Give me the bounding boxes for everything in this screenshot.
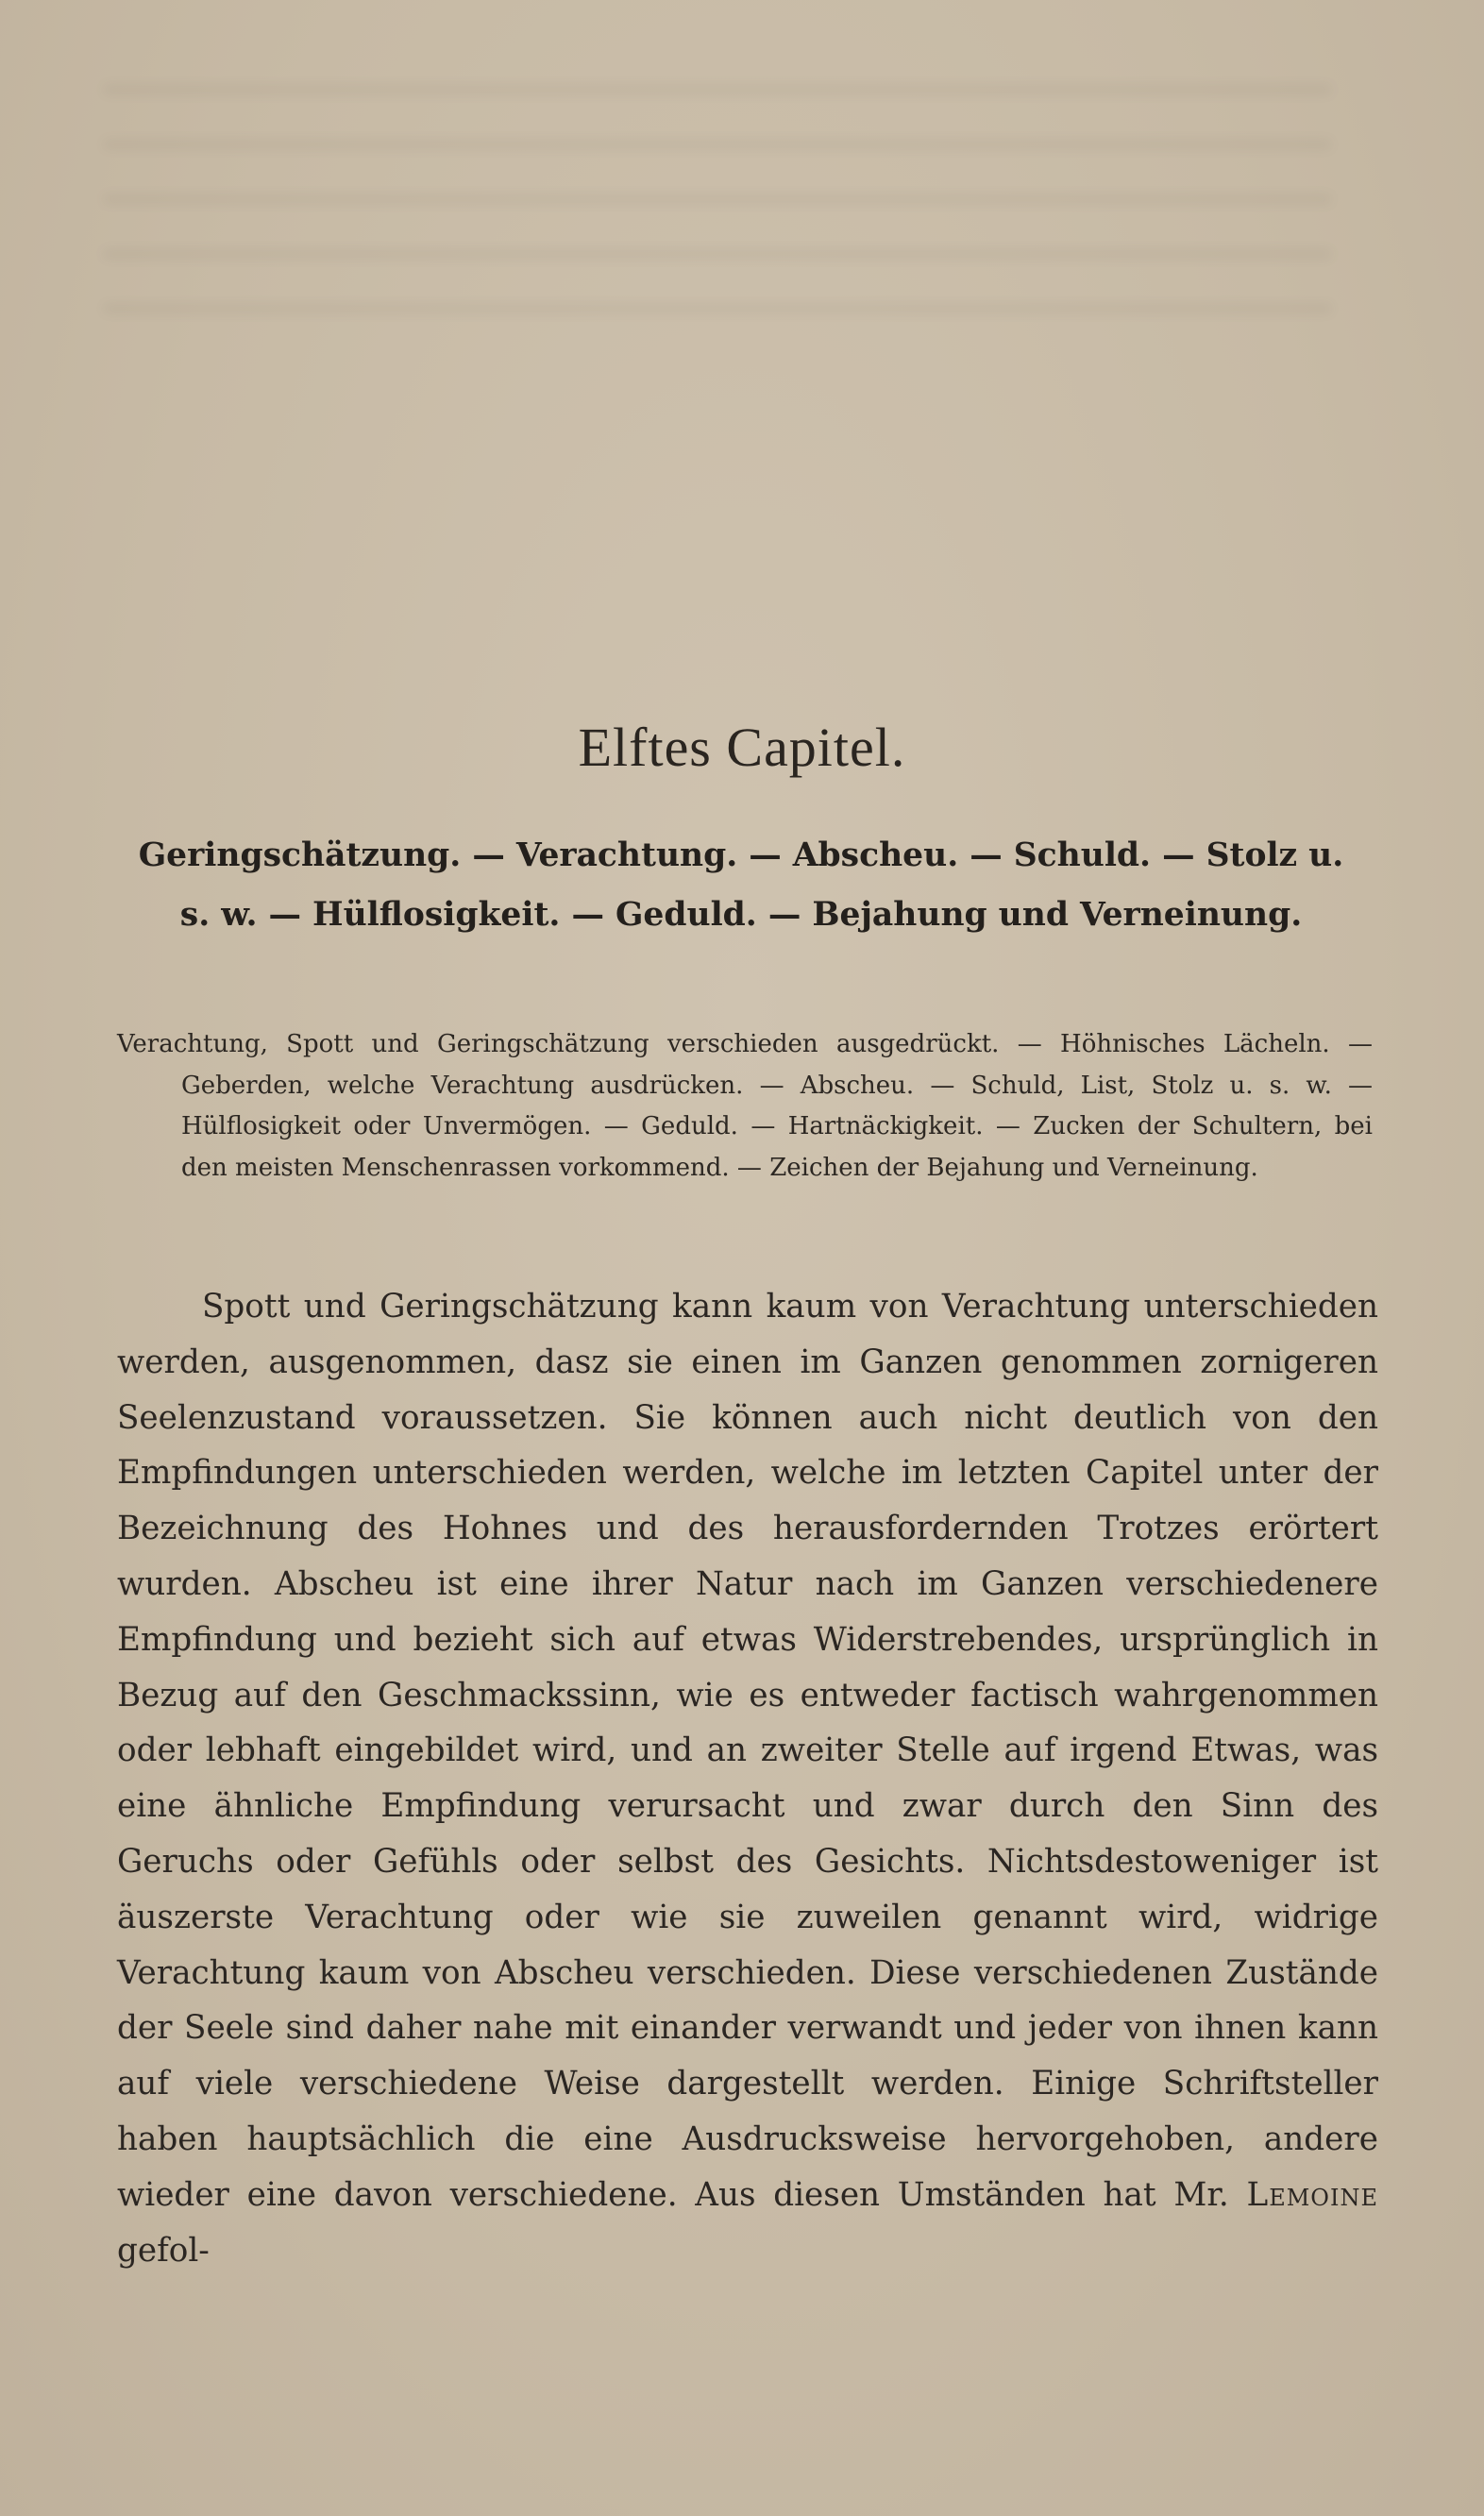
author-name: Lemoine bbox=[1246, 2175, 1378, 2214]
body-paragraph bbox=[117, 1279, 1378, 2278]
chapter-synopsis: Verachtung, Spott und Geringschätzung verschieden ausgedrückt. — Höhnisches Lächeln. — Geberden, welche Verachtung ausdrücken. — Abscheu. — Schuld, List, Stolz u. s. w. — Hülflosigkeit oder Unvermögen. — Geduld. — Hartnäckigkeit. — Zucken der Schultern, bei den meisten Menschenrassen vorkommend. — Zeichen der Bejahung und Verneinung. bbox=[117, 1030, 1373, 1182]
show-through-shadow bbox=[104, 85, 1331, 330]
body-tail: gefol- bbox=[117, 2231, 210, 2270]
chapter-subtitle: Geringschätzung. — Verachtung. — Abscheu. — Schuld. — Stolz u. s. w. — Hülflosigkeit. — Geduld. — Bejahung und Verneinung. bbox=[138, 836, 1344, 934]
body-text: Spott und Geringschätzung kann kaum von Verachtung unterschieden werden, ausgenommen, dasz sie einen im Ganzen genommen zornigeren Seelenzustand voraussetzen. Sie können auch nicht deutlich von den Empfindungen unterschieden werden, welche im letzten Capitel unter der Bezeichnung des Hohnes und des herausfordernden Trotzes erörtert wurden. Abscheu ist eine ihrer Natur nach im Ganzen verschiedenere Empfindung und bezieht sich auf etwas Widerstrebendes, ursprünglich in Bezug auf den Geschmackssinn, wie es entweder factisch wahrgenommen oder lebhaft eingebildet wird, und an zweiter Stelle auf irgend Etwas, was eine ähnliche Empfindung verursacht und zwar durch den Sinn des Geruchs oder Gefühls oder selbst des Gesichts. Nichtsdestoweniger ist äuszerste Verachtung oder wie sie zuweilen genannt wird, widrige Verachtung kaum von Abscheu verschieden. Diese verschiedenen Zustände der Seele sind daher nahe mit einander verwandt und jeder von ihnen kann auf viele verschiedene Weise dargestellt werden. Einige Schriftsteller haben hauptsächlich die eine Ausdrucksweise hervorgehoben, andere wieder eine davon verschiedene. Aus diesen Umständen hat Mr. bbox=[117, 1288, 1378, 2214]
chapter-title: Elftes Capitel. bbox=[578, 717, 906, 778]
